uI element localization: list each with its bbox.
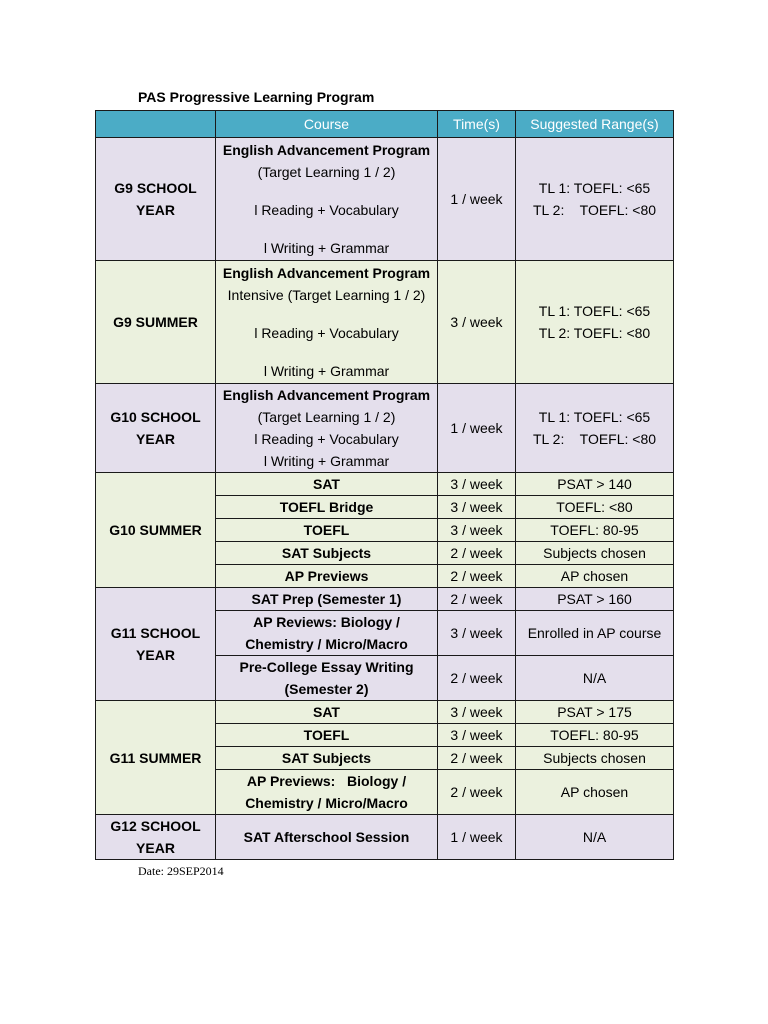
table-row-g9-summer: [96, 261, 674, 384]
course-line: l Writing + Grammar: [263, 240, 390, 256]
range-cell: TOEFL: 80-95: [516, 724, 674, 747]
course-cell: [216, 611, 438, 656]
time-cell: 2 / week: [438, 770, 516, 815]
course-cell: [216, 770, 438, 815]
range-cell: Subjects chosen: [516, 542, 674, 565]
course-line: Pre-College Essay Writing: [239, 659, 414, 675]
course-cell: TOEFL Bridge: [216, 496, 438, 519]
range-cell: PSAT > 175: [516, 701, 674, 724]
range-cell: AP chosen: [516, 565, 674, 588]
range-cell: [516, 384, 674, 473]
course-line: Chemistry / Micro/Macro: [245, 636, 408, 652]
range-line: TL 2: TOEFL: <80: [532, 202, 657, 218]
range-cell: [516, 138, 674, 261]
time-cell: 3 / week: [438, 611, 516, 656]
course-line: Intensive (Target Learning 1 / 2): [227, 287, 426, 303]
course-cell: [216, 656, 438, 701]
stage-label: G11 SCHOOL: [110, 625, 201, 641]
course-line: Chemistry / Micro/Macro: [245, 795, 408, 811]
time-cell: 3 / week: [438, 261, 516, 384]
course-cell: [216, 138, 438, 261]
table-row-g11-summer: [96, 701, 674, 724]
course-cell: SAT Subjects: [216, 747, 438, 770]
range-cell: Subjects chosen: [516, 747, 674, 770]
range-cell: TOEFL: 80-95: [516, 519, 674, 542]
course-cell: SAT Afterschool Session: [216, 815, 438, 860]
range-cell: PSAT > 140: [516, 473, 674, 496]
range-line: TL 1: TOEFL: <65: [538, 409, 651, 425]
table-row-g11-school: [96, 588, 674, 611]
course-cell: [216, 384, 438, 473]
course-cell: AP Previews: [216, 565, 438, 588]
range-cell: AP chosen: [516, 770, 674, 815]
stage-label: G9 SCHOOL: [114, 180, 197, 196]
course-line: l Reading + Vocabulary: [254, 202, 399, 218]
range-cell: N/A: [516, 815, 674, 860]
range-cell: TOEFL: <80: [516, 496, 674, 519]
table-row-g10-summer: [96, 473, 674, 496]
stage-label: YEAR: [136, 431, 175, 447]
course-cell: SAT Prep (Semester 1): [216, 588, 438, 611]
stage-cell: G10 SUMMER: [96, 473, 216, 588]
range-line: TL 1: TOEFL: <65: [538, 180, 651, 196]
header-range: Suggested Range(s): [516, 111, 674, 138]
stage-cell: G9 SUMMER: [96, 261, 216, 384]
table-row-g12-school: [96, 815, 674, 860]
range-cell: Enrolled in AP course: [516, 611, 674, 656]
course-title: English Advancement Program: [222, 142, 431, 158]
range-cell: [516, 261, 674, 384]
time-cell: 1 / week: [438, 815, 516, 860]
document-date: Date: 29SEP2014: [138, 864, 224, 878]
table-row-g10-school: [96, 384, 674, 473]
stage-cell: [96, 588, 216, 701]
stage-label: YEAR: [136, 202, 175, 218]
course-cell: SAT Subjects: [216, 542, 438, 565]
course-line: l Reading + Vocabulary: [254, 325, 399, 341]
course-line: (Target Learning 1 / 2): [257, 164, 396, 180]
time-cell: 1 / week: [438, 384, 516, 473]
stage-label: YEAR: [136, 647, 175, 663]
time-cell: 2 / week: [438, 542, 516, 565]
course-line: (Semester 2): [284, 681, 369, 697]
course-cell: SAT: [216, 473, 438, 496]
stage-cell: [96, 138, 216, 261]
table-row-g9-school: [96, 138, 674, 261]
course-cell: TOEFL: [216, 519, 438, 542]
stage-label: YEAR: [136, 840, 175, 856]
range-line: TL 1: TOEFL: <65: [538, 303, 651, 319]
course-line: AP Previews: Biology /: [246, 773, 407, 789]
time-cell: 3 / week: [438, 701, 516, 724]
course-cell: TOEFL: [216, 724, 438, 747]
range-cell: N/A: [516, 656, 674, 701]
range-line: TL 2: TOEFL: <80: [538, 325, 651, 341]
stage-cell: [96, 384, 216, 473]
course-cell: [216, 261, 438, 384]
page-title: PAS Progressive Learning Program: [138, 89, 375, 105]
time-cell: 1 / week: [438, 138, 516, 261]
header-course: Course: [216, 111, 438, 138]
time-cell: 2 / week: [438, 656, 516, 701]
time-cell: 2 / week: [438, 747, 516, 770]
course-line: l Reading + Vocabulary: [254, 431, 399, 447]
time-cell: 3 / week: [438, 724, 516, 747]
program-table: [95, 110, 674, 860]
course-line: l Writing + Grammar: [263, 453, 390, 469]
course-line: l Writing + Grammar: [263, 363, 390, 379]
time-cell: 2 / week: [438, 588, 516, 611]
course-line: AP Reviews: Biology /: [253, 614, 400, 630]
header-times: Time(s): [438, 111, 516, 138]
course-cell: SAT: [216, 701, 438, 724]
course-title: English Advancement Program: [222, 265, 431, 281]
stage-cell: G11 SUMMER: [96, 701, 216, 815]
time-cell: 2 / week: [438, 565, 516, 588]
course-line: (Target Learning 1 / 2): [257, 409, 396, 425]
stage-label: G10 SCHOOL: [110, 409, 201, 425]
stage-label: G12 SCHOOL: [110, 818, 201, 834]
stage-cell: [96, 815, 216, 860]
time-cell: 3 / week: [438, 496, 516, 519]
time-cell: 3 / week: [438, 473, 516, 496]
course-title: English Advancement Program: [222, 387, 431, 403]
header-row: [96, 111, 674, 138]
range-cell: PSAT > 160: [516, 588, 674, 611]
range-line: TL 2: TOEFL: <80: [532, 431, 657, 447]
header-stage: [96, 111, 216, 138]
time-cell: 3 / week: [438, 519, 516, 542]
